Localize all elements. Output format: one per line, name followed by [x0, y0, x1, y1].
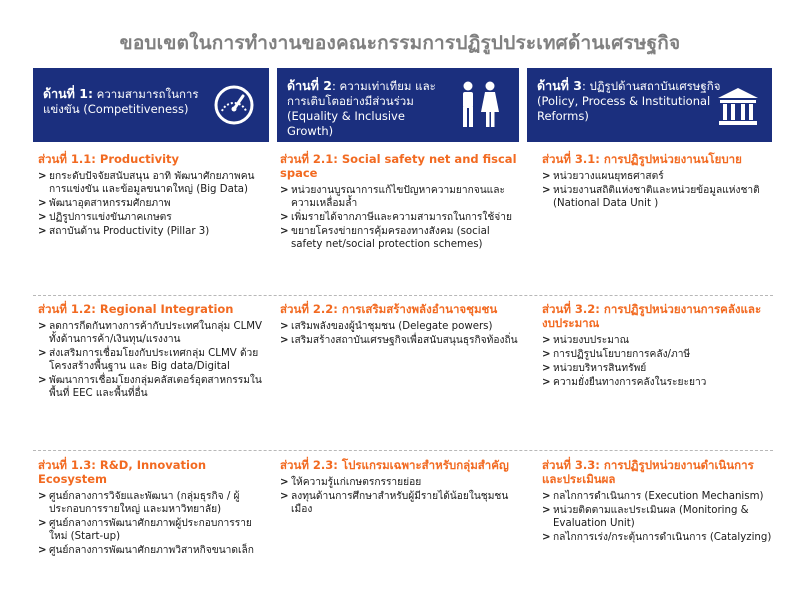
section-title: ส่วนที่ 3.2: การปฏิรูปหน่วยงานการคลังและงบประมาณ: [542, 302, 762, 330]
divider: [33, 295, 773, 296]
list-item: > กลไกการเร่ง/กระตุ้นการดำเนินการ (Catalyzing): [542, 531, 772, 544]
list-item: > เสริมพลังของผู้นำชุมชน (Delegate powers): [280, 320, 522, 333]
section-title: ส่วนที่ 1.3: R&D, Innovation Ecosystem: [38, 458, 207, 486]
section-title: ส่วนที่ 2.3: โปรแกรมเฉพาะสำหรับกลุ่มสำคัญ: [280, 458, 509, 472]
list-item: > ศูนย์กลางการพัฒนาศักยภาพวิสาหกิจขนาดเล็ก: [38, 544, 270, 557]
people-icon: [457, 80, 501, 130]
list-item: > เพิ่มรายได้จากภาษีและความสามารถในการใช้จ่าย: [280, 211, 522, 224]
list-item: > หน่วยงานสถิติแห่งชาติและหน่วยข้อมูลแห่งชาติ (National Data Unit ): [542, 184, 772, 210]
header-label: ด้านที่ 3: [537, 78, 582, 93]
list-item: > หน่วยติดตามและประเมินผล (Monitoring & Evaluation Unit): [542, 504, 772, 530]
section-3-3: [542, 458, 772, 545]
list-item: > ศูนย์กลางการวิจัยและพัฒนา (กลุ่มธุรกิจ / ผู้ประกอบการรายใหญ่ และมหาวิทยาลัย): [38, 490, 270, 516]
section-title: ส่วนที่ 3.3: การปฏิรูปหน่วยงานดำเนินการและประเมินผล: [542, 458, 754, 486]
section-3-2: [542, 302, 772, 390]
list-item: > ปฏิรูปการแข่งขันภาคเกษตร: [38, 211, 270, 224]
list-item: > หน่วยงบประมาณ: [542, 334, 772, 347]
section-2-3: [280, 458, 522, 517]
section-2-1: [280, 152, 522, 252]
list-item: > หน่วยบริหารสินทรัพย์: [542, 362, 772, 375]
section-title: ส่วนที่ 1.1: Productivity: [38, 152, 180, 166]
section-2-2: [280, 302, 522, 348]
header-text: ความสามารถในการแข่งขัน (Competitiveness): [43, 87, 199, 116]
header-label: ด้านที่ 1:: [43, 86, 93, 101]
list-item: > พัฒนาการเชื่อมโยงกลุ่มคลัสเตอร์อุตสาหกรรมในพื้นที่ EEC และพื้นที่อื่น: [38, 374, 270, 400]
list-item: > หน่วยงานบูรณาการแก้ไขปัญหาความยากจนและความเหลื่อมล้ำ: [280, 184, 522, 210]
list-item: > การปฏิรูปนโยบายการคลัง/ภาษี: [542, 348, 772, 361]
list-item: > เสริมสร้างสถาบันเศรษฐกิจเพื่อสนับสนุนธุรกิจท้องถิ่น: [280, 334, 522, 347]
list-item: > พัฒนาอุตสาหกรรมศักยภาพ: [38, 197, 270, 210]
divider: [33, 450, 773, 451]
section-title: ส่วนที่ 3.1: การปฏิรูปหน่วยงานนโยบาย: [542, 152, 742, 166]
list-item: > ยกระดับปัจจัยสนับสนุน อาทิ พัฒนาศักยภาพคน การแข่งขัน และข้อมูลขนาดใหญ่ (Big Data): [38, 170, 270, 196]
list-item: > ความยั่งยืนทางการคลังในระยะยาว: [542, 376, 772, 389]
list-item: > สถาบันด้าน Productivity (Pillar 3): [38, 225, 270, 238]
list-item: > ให้ความรู้แก่เกษตรกรรายย่อย: [280, 476, 522, 489]
header-label: ด้านที่ 2: [287, 78, 332, 93]
section-title: ส่วนที่ 2.2: การเสริมสร้างพลังอำนาจชุมชน: [280, 302, 498, 316]
page-title: ขอบเขตในการทำงานของคณะกรรมการปฏิรูปประเทศด้านเศรษฐกิจ: [119, 32, 681, 54]
section-title: ส่วนที่ 2.1: Social safety net and fiscal space: [280, 152, 517, 180]
list-item: > กลไกการดำเนินการ (Execution Mechanism): [542, 490, 772, 503]
list-item: > หน่วยวางแผนยุทธศาสตร์: [542, 170, 772, 183]
header-text: : ปฏิรูปด้านสถาบันเศรษฐกิจ (Policy, Process & Institutional Reforms): [537, 79, 721, 123]
section-1-3: [38, 458, 270, 558]
speedometer-icon: [213, 84, 255, 126]
section-1-2: [38, 302, 270, 401]
header-institutional: [527, 68, 772, 142]
list-item: > ลดการกีดกันทางการค้ากับประเทศในกลุ่ม CLMV ทั้งด้านการค้า/เงินทุน/แรงงาน: [38, 320, 270, 346]
header-text: : ความเท่าเทียม และการเติบโตอย่างมีส่วนร่วม (Equality & Inclusive Growth): [287, 79, 436, 138]
section-3-1: [542, 152, 772, 211]
section-title: ส่วนที่ 1.2: Regional Integration: [38, 302, 234, 316]
header-competitiveness: [33, 68, 269, 142]
list-item: > ส่งเสริมการเชื่อมโยงกับประเทศกลุ่ม CLMV ด้วยโครงสร้างพื้นฐาน และ Big data/Digital: [38, 347, 270, 373]
list-item: > ศูนย์กลางการพัฒนาศักยภาพผู้ประกอบการรายใหม่ (Start-up): [38, 517, 270, 543]
list-item: > ขยายโครงข่ายการคุ้มครองทางสังคม (social safety net/social protection schemes): [280, 225, 522, 251]
section-1-1: [38, 152, 270, 239]
list-item: > ลงทุนด้านการศึกษาสำหรับผู้มีรายได้น้อยในชุมชนเมือง: [280, 490, 522, 516]
header-equality: [277, 68, 519, 142]
